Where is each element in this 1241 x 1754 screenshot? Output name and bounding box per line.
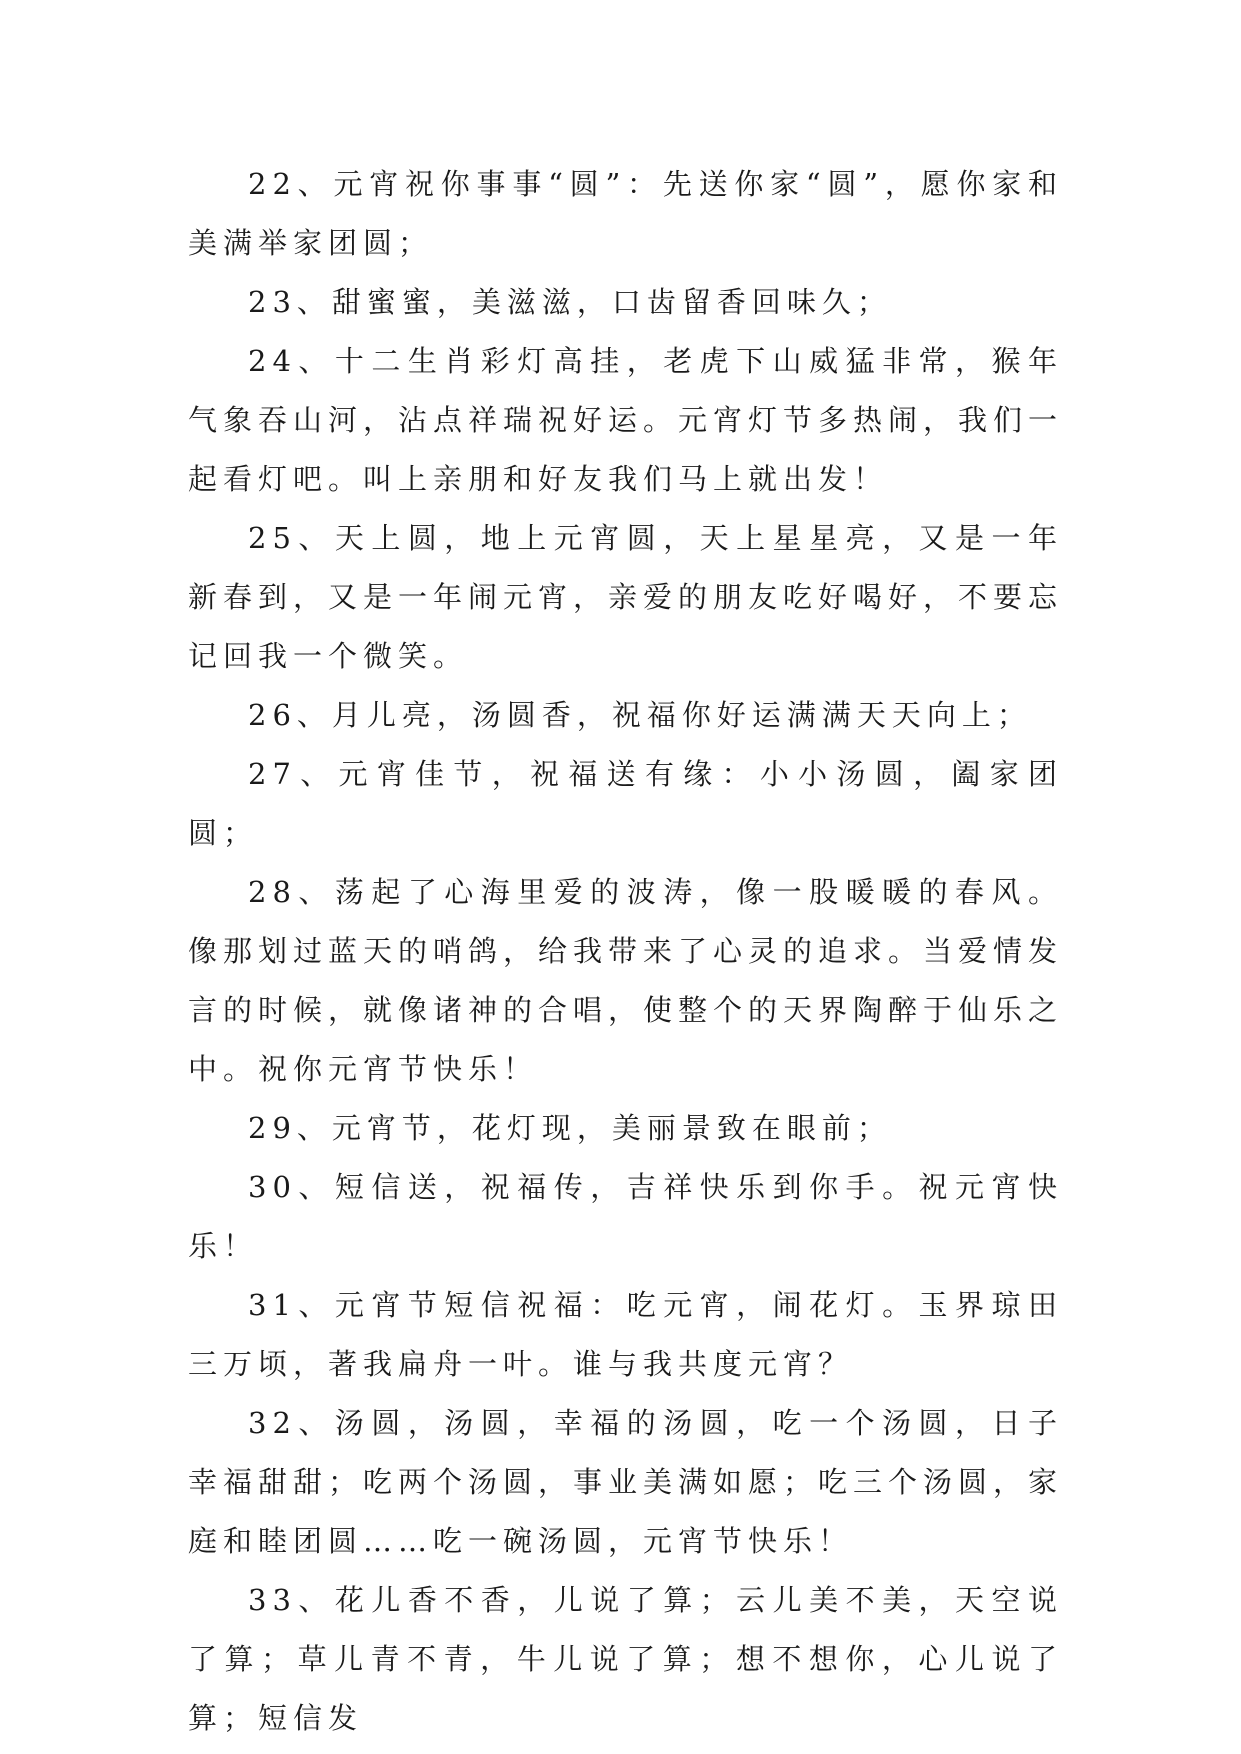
paragraph-27: 27、元宵佳节，祝福送有缘：小小汤圆，阖家团圆； <box>188 757 1063 850</box>
paragraph-23: 23、甜蜜蜜，美滋滋，口齿留香回味久； <box>248 285 892 319</box>
paragraph-26: 26、月儿亮，汤圆香，祝福你好运满满天天向上； <box>248 698 1032 732</box>
paragraph-33: 33、花儿香不香，儿说了算；云儿美不美，天空说了算；草儿青不青，牛儿说了算；想不想你，心儿说了算；短信发 <box>188 1583 1063 1735</box>
paragraph-31: 31、元宵节短信祝福：吃元宵，闹花灯。玉界琼田三万顷，著我扁舟一叶。谁与我共度元宵？ <box>188 1288 1063 1381</box>
paragraph-24: 24、十二生肖彩灯高挂，老虎下山威猛非常，猴年气象吞山河，沾点祥瑞祝好运。元宵灯节多热闹，我们一起看灯吧。叫上亲朋和好友我们马上就出发！ <box>188 344 1064 496</box>
paragraph-25: 25、天上圆，地上元宵圆，天上星星亮，又是一年新春到，又是一年闹元宵，亲爱的朋友吃好喝好，不要忘记回我一个微笑。 <box>188 521 1064 673</box>
paragraph-32: 32、汤圆，汤圆，幸福的汤圆，吃一个汤圆，日子幸福甜甜；吃两个汤圆，事业美满如愿；吃三个汤圆，家庭和睦团圆……吃一碗汤圆，元宵节快乐！ <box>188 1406 1064 1558</box>
paragraph-28: 28、荡起了心海里爱的波涛，像一股暖暖的春风。像那划过蓝天的哨鸽，给我带来了心灵的追求。当爱情发言的时候，就像诸神的合唱，使整个的天界陶醉于仙乐之中。祝你元宵节快乐！ <box>188 875 1064 1086</box>
document-body <box>188 155 1063 1748</box>
paragraph-22: 22、元宵祝你事事“圆”：先送你家“圆”，愿你家和美满举家团圆； <box>188 167 1063 260</box>
paragraph-30: 30、短信送，祝福传，吉祥快乐到你手。祝元宵快乐！ <box>188 1170 1063 1263</box>
paragraph-29: 29、元宵节，花灯现，美丽景致在眼前； <box>248 1111 892 1145</box>
